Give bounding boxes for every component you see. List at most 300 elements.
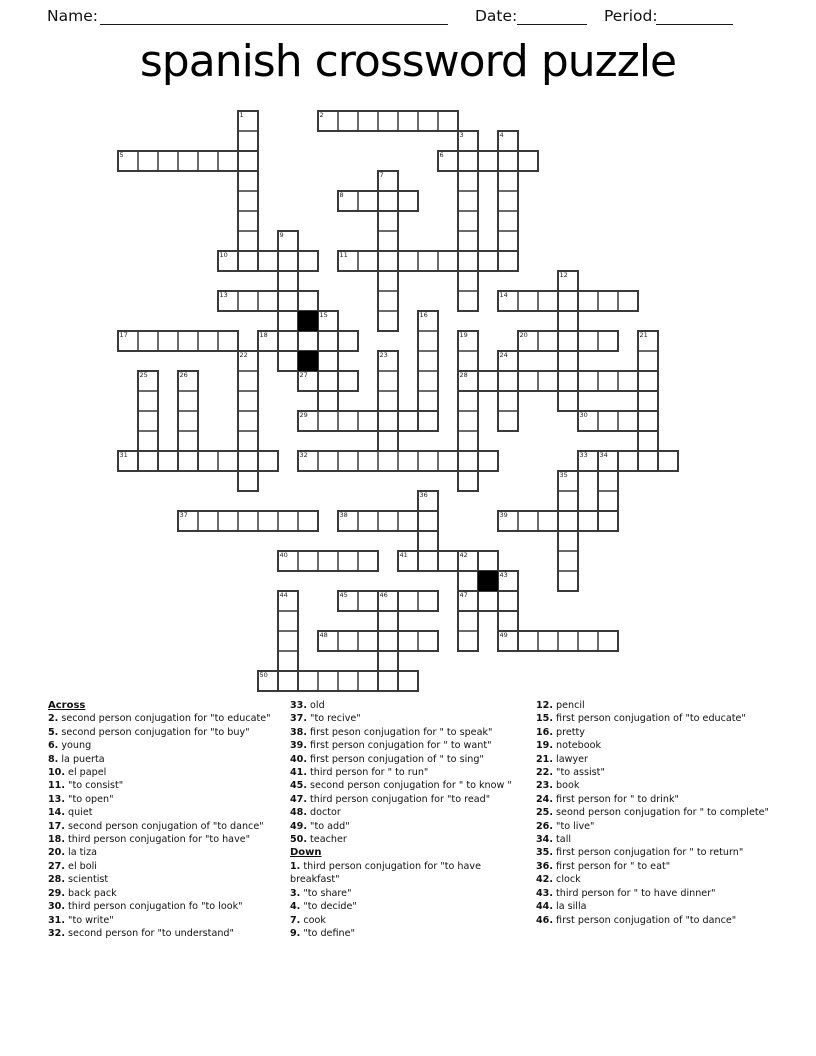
cell-number-50: 50: [259, 671, 268, 679]
grid-cell[interactable]: [178, 331, 198, 351]
grid-cell[interactable]: [478, 251, 498, 271]
clue-17: 17. second person conjugation of "to dance": [48, 820, 264, 832]
grid-cell[interactable]: [138, 431, 158, 451]
grid-cell[interactable]: [138, 391, 158, 411]
grid-cell[interactable]: [378, 291, 398, 311]
grid-cell[interactable]: [238, 151, 258, 171]
grid-cell[interactable]: [538, 631, 558, 651]
grid-cell[interactable]: [158, 331, 178, 351]
grid-cell[interactable]: [398, 631, 418, 651]
grid-cell[interactable]: [138, 451, 158, 471]
grid-cell[interactable]: [498, 391, 518, 411]
clue-24: 24. first person for " to drink": [536, 793, 679, 805]
grid-cell[interactable]: [458, 171, 478, 191]
clue-37: 37. "to recive": [290, 713, 361, 725]
grid-cell[interactable]: [358, 591, 378, 611]
clue-number: 27.: [48, 860, 65, 872]
grid-cell[interactable]: [618, 291, 638, 311]
grid-cell[interactable]: [218, 151, 238, 171]
grid-cell[interactable]: [298, 251, 318, 271]
grid-cell[interactable]: [418, 411, 438, 431]
grid-cell[interactable]: [458, 611, 478, 631]
cell-number-37: 37: [179, 511, 188, 519]
clue-number: 26.: [536, 820, 553, 832]
grid-cell[interactable]: [278, 611, 298, 631]
cell-number-19: 19: [459, 331, 468, 339]
grid-cell[interactable]: [378, 631, 398, 651]
grid-cell[interactable]: [498, 151, 518, 171]
cell-number-44: 44: [279, 591, 288, 599]
grid-cell[interactable]: [638, 391, 658, 411]
grid-cell[interactable]: [458, 151, 478, 171]
grid-cell[interactable]: [278, 291, 298, 311]
clue-number: 4.: [290, 901, 301, 913]
grid-cell[interactable]: [638, 351, 658, 371]
cell-number-28: 28: [459, 371, 468, 379]
grid-cell[interactable]: [298, 671, 318, 691]
grid-cell[interactable]: [398, 671, 418, 691]
grid-cell[interactable]: [238, 391, 258, 411]
cell-number-14: 14: [499, 291, 508, 299]
grid-cell[interactable]: [278, 511, 298, 531]
grid-cell[interactable]: [498, 411, 518, 431]
grid-cell[interactable]: [518, 511, 538, 531]
clue-number: 23.: [536, 780, 553, 792]
clue-number: 43.: [536, 887, 553, 899]
page-title: spanish crossword puzzle: [139, 36, 677, 87]
grid-cell[interactable]: [638, 411, 658, 431]
grid-cell[interactable]: [298, 331, 318, 351]
clue-number: 38.: [290, 726, 307, 738]
grid-cell[interactable]: [298, 551, 318, 571]
grid-cell[interactable]: [318, 671, 338, 691]
grid-cell[interactable]: [578, 511, 598, 531]
grid-cell[interactable]: [418, 391, 438, 411]
grid-cell[interactable]: [238, 291, 258, 311]
grid-cell[interactable]: [318, 451, 338, 471]
cell-number-24: 24: [499, 351, 508, 359]
grid-cell[interactable]: [358, 411, 378, 431]
clue-44: 44. la silla: [536, 901, 587, 913]
grid-cell[interactable]: [598, 471, 618, 491]
grid-cell[interactable]: [278, 311, 298, 331]
grid-cell[interactable]: [458, 471, 478, 491]
grid-cell[interactable]: [378, 651, 398, 671]
clues-column-2: [290, 699, 528, 940]
grid-cell[interactable]: [278, 351, 298, 371]
grid-cell[interactable]: [478, 591, 498, 611]
grid-cell[interactable]: [558, 491, 578, 511]
clue-number: 25.: [536, 807, 553, 819]
grid-cell[interactable]: [238, 411, 258, 431]
grid-cell[interactable]: [218, 511, 238, 531]
grid-cell[interactable]: [438, 251, 458, 271]
grid-cell[interactable]: [458, 231, 478, 251]
grid-cell[interactable]: [498, 191, 518, 211]
grid-cell[interactable]: [518, 371, 538, 391]
clue-9: 9. "to define": [290, 927, 355, 939]
grid-cell[interactable]: [618, 451, 638, 471]
grid-cell[interactable]: [238, 191, 258, 211]
grid-cell[interactable]: [358, 251, 378, 271]
grid-cell[interactable]: [418, 251, 438, 271]
cell-number-12: 12: [559, 271, 568, 279]
grid-cell[interactable]: [498, 611, 518, 631]
grid-cell[interactable]: [258, 251, 278, 271]
grid-cell[interactable]: [358, 551, 378, 571]
clues-header-down: Down: [290, 847, 322, 859]
grid-cell[interactable]: [158, 451, 178, 471]
grid-cell[interactable]: [418, 331, 438, 351]
grid-cell[interactable]: [538, 371, 558, 391]
grid-cell[interactable]: [478, 551, 498, 571]
cell-number-3: 3: [459, 131, 464, 139]
grid-cell[interactable]: [238, 171, 258, 191]
cell-number-36: 36: [419, 491, 428, 499]
grid-cell[interactable]: [238, 371, 258, 391]
clue-36: 36. first person for " to eat": [536, 860, 671, 872]
grid-cell[interactable]: [358, 631, 378, 651]
period-label: Period:: [604, 7, 658, 25]
clue-number: 14.: [48, 807, 65, 819]
grid-cell[interactable]: [458, 211, 478, 231]
grid-cell[interactable]: [498, 371, 518, 391]
clue-34: 34. tall: [536, 834, 572, 846]
cell-number-5: 5: [119, 151, 124, 159]
grid-cell[interactable]: [318, 371, 338, 391]
black-cell: [478, 571, 498, 591]
clue-14: 14. quiet: [48, 807, 93, 819]
grid-cell[interactable]: [278, 671, 298, 691]
clue-47: 47. third person conjugation for "to read": [290, 793, 491, 805]
grid-cell[interactable]: [638, 451, 658, 471]
cell-number-33: 33: [579, 451, 588, 459]
grid-cell[interactable]: [458, 431, 478, 451]
clue-27: 27. el boli: [48, 860, 97, 872]
grid-cell[interactable]: [138, 151, 158, 171]
clue-number: 35.: [536, 847, 553, 859]
clue-number: 45.: [290, 780, 307, 792]
cell-number-9: 9: [279, 231, 284, 239]
grid-cell[interactable]: [478, 451, 498, 471]
grid-cell[interactable]: [458, 391, 478, 411]
grid-cell[interactable]: [178, 431, 198, 451]
grid-cell[interactable]: [158, 151, 178, 171]
grid-cell[interactable]: [458, 411, 478, 431]
grid-cell[interactable]: [418, 531, 438, 551]
grid-cell[interactable]: [598, 511, 618, 531]
grid-cell[interactable]: [458, 351, 478, 371]
grid-cell[interactable]: [298, 511, 318, 531]
grid-cell[interactable]: [458, 631, 478, 651]
grid-cell[interactable]: [458, 451, 478, 471]
cell-number-38: 38: [339, 511, 348, 519]
grid-cell[interactable]: [378, 511, 398, 531]
grid-cell[interactable]: [638, 431, 658, 451]
grid-cell[interactable]: [238, 131, 258, 151]
grid-cell[interactable]: [458, 271, 478, 291]
cell-number-1: 1: [239, 111, 244, 119]
clue-number: 16.: [536, 726, 553, 738]
grid-cell[interactable]: [378, 411, 398, 431]
cell-number-21: 21: [639, 331, 648, 339]
grid-cell[interactable]: [178, 451, 198, 471]
grid-cell[interactable]: [578, 331, 598, 351]
clue-number: 12.: [536, 700, 553, 711]
clue-number: 41.: [290, 767, 307, 779]
grid-cell[interactable]: [598, 291, 618, 311]
grid-cell[interactable]: [238, 511, 258, 531]
grid-cell[interactable]: [558, 351, 578, 371]
grid-cell[interactable]: [258, 451, 278, 471]
grid-cell[interactable]: [318, 351, 338, 371]
clue-number: 7.: [290, 914, 301, 926]
grid-cell[interactable]: [318, 551, 338, 571]
grid-cell[interactable]: [538, 511, 558, 531]
grid-cell[interactable]: [618, 411, 638, 431]
grid-cell[interactable]: [378, 391, 398, 411]
clue-8: 8. la puerta: [48, 753, 105, 765]
clue-number: 30.: [48, 901, 65, 913]
clue-number: 39.: [290, 740, 307, 752]
grid-cell[interactable]: [558, 331, 578, 351]
grid-cell[interactable]: [378, 191, 398, 211]
grid-cell[interactable]: [558, 631, 578, 651]
grid-cell[interactable]: [398, 251, 418, 271]
grid-cell[interactable]: [238, 451, 258, 471]
cell-number-25: 25: [139, 371, 148, 379]
grid-cell[interactable]: [398, 111, 418, 131]
grid-cell[interactable]: [278, 631, 298, 651]
grid-cell[interactable]: [218, 451, 238, 471]
grid-cell[interactable]: [558, 311, 578, 331]
clues-column-1: [48, 699, 272, 940]
grid-cell[interactable]: [598, 411, 618, 431]
clue-number: 31.: [48, 914, 65, 926]
grid-cell[interactable]: [138, 331, 158, 351]
clue-25: 25. seond person conjugation for " to complete": [536, 807, 769, 819]
date-label: Date:: [475, 7, 518, 25]
grid-cell[interactable]: [418, 371, 438, 391]
clue-31: 31. "to write": [48, 914, 114, 926]
clue-50: 50. teacher: [290, 834, 347, 846]
grid-cell[interactable]: [398, 591, 418, 611]
grid-cell[interactable]: [498, 171, 518, 191]
grid-cell[interactable]: [558, 571, 578, 591]
cell-number-8: 8: [339, 191, 344, 199]
cell-number-10: 10: [219, 251, 228, 259]
grid-cell[interactable]: [538, 291, 558, 311]
grid-cell[interactable]: [418, 111, 438, 131]
grid-cell[interactable]: [298, 291, 318, 311]
grid-cell[interactable]: [198, 151, 218, 171]
grid-cell[interactable]: [138, 411, 158, 431]
grid-cell[interactable]: [378, 231, 398, 251]
grid-cell[interactable]: [378, 271, 398, 291]
grid-cell[interactable]: [418, 631, 438, 651]
grid-cell[interactable]: [358, 511, 378, 531]
grid-cell[interactable]: [198, 451, 218, 471]
grid-cell[interactable]: [198, 511, 218, 531]
grid-cell[interactable]: [598, 631, 618, 651]
clue-10: 10. el papel: [48, 767, 107, 779]
grid-cell[interactable]: [318, 391, 338, 411]
clue-number: 5.: [48, 726, 59, 738]
clue-number: 48.: [290, 807, 307, 819]
clue-40: 40. first person conjugation of " to sing": [290, 753, 484, 765]
cell-number-18: 18: [259, 331, 268, 339]
grid-cell[interactable]: [458, 251, 478, 271]
grid-cell[interactable]: [418, 591, 438, 611]
cell-number-4: 4: [499, 131, 504, 139]
clue-29: 29. back pack: [48, 887, 117, 899]
clue-35: 35. first person conjugation for " to return": [536, 847, 744, 859]
grid-cell[interactable]: [218, 331, 238, 351]
grid-cell[interactable]: [238, 231, 258, 251]
cell-number-40: 40: [279, 551, 288, 559]
clue-3: 3. "to share": [290, 887, 352, 899]
grid-cell[interactable]: [518, 291, 538, 311]
grid-cell[interactable]: [458, 191, 478, 211]
grid-cell[interactable]: [658, 451, 678, 471]
grid-cell[interactable]: [338, 551, 358, 571]
clue-12: 12. pencil: [536, 700, 585, 711]
clue-46: 46. first person conjugation of "to dance": [536, 914, 737, 926]
grid-cell[interactable]: [378, 451, 398, 471]
grid-cell[interactable]: [278, 331, 298, 351]
clue-18: 18. third person conjugation for "to have": [48, 834, 251, 846]
grid-cell[interactable]: [598, 331, 618, 351]
grid-cell[interactable]: [238, 211, 258, 231]
grid-cell[interactable]: [458, 291, 478, 311]
clues-column-3: [536, 699, 784, 927]
grid-cell[interactable]: [398, 451, 418, 471]
grid-cell[interactable]: [238, 471, 258, 491]
grid-cell[interactable]: [278, 271, 298, 291]
grid-cell[interactable]: [378, 251, 398, 271]
grid-cell[interactable]: [438, 451, 458, 471]
grid-cell[interactable]: [378, 371, 398, 391]
grid-cell[interactable]: [578, 631, 598, 651]
clue-28: 28. scientist: [48, 874, 109, 886]
grid-cell[interactable]: [478, 151, 498, 171]
grid-cell[interactable]: [558, 551, 578, 571]
grid-cell[interactable]: [258, 511, 278, 531]
grid-cell[interactable]: [638, 371, 658, 391]
grid-cell[interactable]: [378, 671, 398, 691]
grid-cell[interactable]: [358, 111, 378, 131]
grid-cell[interactable]: [438, 111, 458, 131]
grid-cell[interactable]: [258, 291, 278, 311]
clue-number: 9.: [290, 927, 301, 939]
clue-15: 15. first person conjugation of "to educate": [536, 713, 746, 725]
grid-cell[interactable]: [498, 251, 518, 271]
grid-cell[interactable]: [338, 671, 358, 691]
clue-number: 24.: [536, 793, 553, 805]
grid-cell[interactable]: [558, 291, 578, 311]
grid-cell[interactable]: [598, 491, 618, 511]
cell-number-26: 26: [179, 371, 188, 379]
cell-number-17: 17: [119, 331, 128, 339]
grid-cell[interactable]: [558, 391, 578, 411]
grid-cell[interactable]: [398, 511, 418, 531]
clues-header-across: Across: [48, 700, 86, 711]
clue-49: 49. "to add": [290, 820, 350, 832]
grid-cell[interactable]: [318, 411, 338, 431]
grid-cell[interactable]: [418, 351, 438, 371]
grid-cell[interactable]: [498, 231, 518, 251]
grid-cell[interactable]: [318, 331, 338, 351]
clue-22: 22. "to assist": [536, 767, 605, 779]
grid-cell[interactable]: [458, 571, 478, 591]
grid-cell[interactable]: [418, 451, 438, 471]
clue-number: 15.: [536, 713, 553, 725]
grid-cell[interactable]: [238, 431, 258, 451]
grid-cell[interactable]: [418, 511, 438, 531]
grid-cell[interactable]: [378, 211, 398, 231]
grid-cell[interactable]: [518, 631, 538, 651]
grid-cell[interactable]: [278, 251, 298, 271]
clue-number: 28.: [48, 874, 65, 886]
cell-number-49: 49: [499, 631, 508, 639]
grid-cell[interactable]: [438, 551, 458, 571]
grid-cell[interactable]: [498, 591, 518, 611]
grid-cell[interactable]: [338, 331, 358, 351]
clue-number: 44.: [536, 901, 553, 913]
grid-cell[interactable]: [178, 411, 198, 431]
grid-cell[interactable]: [558, 371, 578, 391]
clue-number: 11.: [48, 780, 65, 792]
grid-cell[interactable]: [378, 431, 398, 451]
grid-cell[interactable]: [338, 451, 358, 471]
clue-19: 19. notebook: [536, 740, 602, 752]
clue-5: 5. second person conjugation for "to buy": [48, 726, 250, 738]
grid-cell[interactable]: [538, 331, 558, 351]
grid-cell[interactable]: [378, 311, 398, 331]
cell-number-48: 48: [319, 631, 328, 639]
grid-cell[interactable]: [198, 331, 218, 351]
grid-cell[interactable]: [278, 651, 298, 671]
grid-cell[interactable]: [578, 371, 598, 391]
grid-cell[interactable]: [558, 511, 578, 531]
clue-7: 7. cook: [290, 914, 326, 926]
grid-cell[interactable]: [178, 391, 198, 411]
grid-cell[interactable]: [338, 411, 358, 431]
grid-cell[interactable]: [358, 191, 378, 211]
grid-cell[interactable]: [178, 151, 198, 171]
clue-number: 6.: [48, 740, 59, 752]
grid-cell[interactable]: [338, 371, 358, 391]
grid-cell[interactable]: [358, 451, 378, 471]
grid-cell[interactable]: [478, 371, 498, 391]
grid-cell[interactable]: [358, 671, 378, 691]
grid-cell[interactable]: [378, 111, 398, 131]
grid-cell[interactable]: [498, 211, 518, 231]
grid-cell[interactable]: [398, 411, 418, 431]
grid-cell[interactable]: [338, 631, 358, 651]
grid-cell[interactable]: [378, 611, 398, 631]
grid-cell[interactable]: [238, 251, 258, 271]
grid-cell[interactable]: [418, 551, 438, 571]
grid-cell[interactable]: [518, 151, 538, 171]
grid-cell[interactable]: [398, 191, 418, 211]
grid-cell[interactable]: [338, 111, 358, 131]
grid-cell[interactable]: [558, 531, 578, 551]
grid-cell[interactable]: [598, 371, 618, 391]
grid-cell[interactable]: [618, 371, 638, 391]
cell-number-31: 31: [119, 451, 128, 459]
grid-cell[interactable]: [578, 291, 598, 311]
